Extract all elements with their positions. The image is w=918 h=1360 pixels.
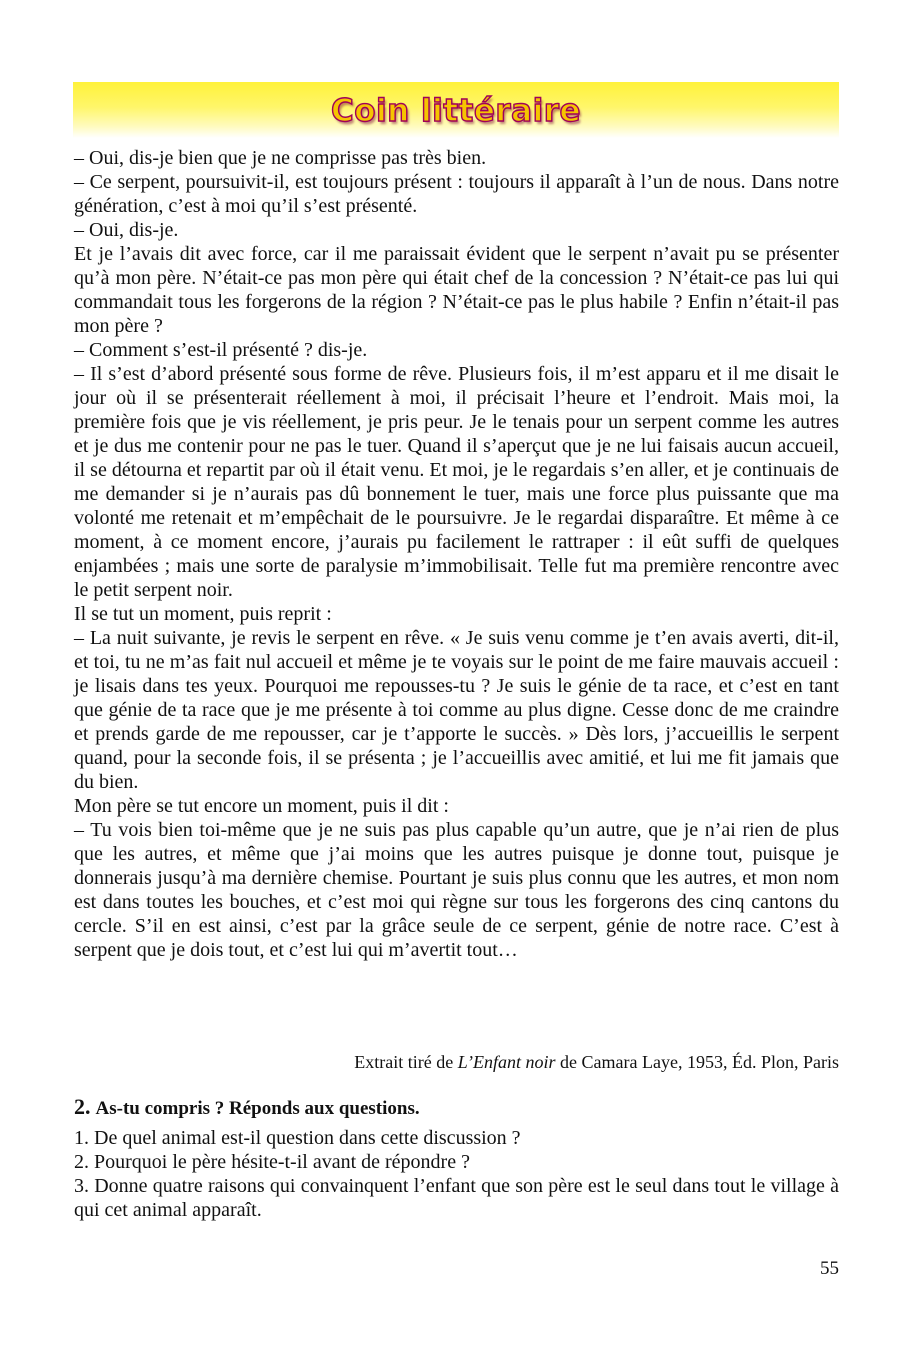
source-suffix: de Camara Laye, 1953, Éd. Plon, Paris — [555, 1052, 839, 1072]
source-work-title: L’Enfant noir — [457, 1052, 556, 1072]
questions-heading — [74, 1094, 839, 1122]
exercise-title: As-tu compris ? Réponds aux questions. — [95, 1098, 420, 1119]
excerpt-paragraph: – Il s’est d’abord présenté sous forme de rêve. Plusieurs fois, il m’est apparu et il me disait le jour où il se présenterait réellement à moi, il précisait l’heure et l’endroit. Mais moi, la première fois que je vis réellement, je pris peur. Je le tenais pour un serpent comme les autres et je dus me contenir pour ne pas le tuer. Quand il s’aperçut que je ne lui faisais aucun accueil, il se détourna et repartit par où il était venu. Et moi, je le regardais s’en aller, et je continuais de me demander si je n’aurais pas dû bonnement le tuer, mais une force plus puissante que ma volonté me retenait et m’empêchait de le poursuivre. Je le regardai disparaître. Et même à ce moment, à ce moment encore, j’aurais pu facilement le rattraper : il eût suffi de quelques enjambées ; mais une sorte de paralysie m’immobilisait. Telle fut ma première rencontre avec le petit serpent noir. — [74, 363, 839, 601]
excerpt-paragraph: – Oui, dis-je. — [74, 219, 179, 241]
page-number: 55 — [820, 1258, 839, 1279]
excerpt-paragraph: – La nuit suivante, je revis le serpent en rêve. « Je suis venu comme je t’en avais averti, dit-il, et toi, tu ne m’as fait nul accueil et même je te voyais sur le point de me faire mauvais accueil : je lisais dans tes yeux. Pourquoi me repousses-tu ? Je suis le génie de ta race, et c’est en tant que génie de ta race que je me présente à toi comme au plus digne. Cesse donc de me craindre et prends garde de me repousser, car je t’apporte le succès. » Dès lors, j’accueillis le serpent quand, pour la seconde fois, il se présenta ; je l’accueillis avec amitié, et lui me fit jamais que du bien. — [74, 627, 839, 793]
section-title: Coin littéraire — [330, 93, 582, 129]
excerpt-paragraph: Mon père se tut encore un moment, puis il dit : — [74, 795, 449, 817]
source-citation — [74, 1050, 839, 1074]
excerpt-paragraph: – Oui, dis-je bien que je ne comprisse pas très bien. — [74, 147, 487, 169]
excerpt-text — [74, 146, 839, 962]
excerpt-paragraph: Il se tut un moment, puis reprit : — [74, 603, 332, 625]
excerpt-paragraph: Et je l’avais dit avec force, car il me paraissait évident que le serpent n’avait pu se présenter qu’à mon père. N’était-ce pas mon père qui était chef de la concession ? N’était-ce pas lui qui commandait tous les forgerons de la région ? N’était-ce pas le plus habile ? Enfin n’était-il pas mon père ? — [74, 243, 839, 337]
excerpt-paragraph: – Ce serpent, poursuivit-il, est toujours présent : toujours il apparaît à l’un de nous. Dans notre génération, c’est à moi qu’il s’est présenté. — [74, 171, 839, 217]
question-item: 3. Donne quatre raisons qui convainquent l’enfant que son père est le seul dans tout le village à qui cet animal apparaît. — [74, 1175, 839, 1221]
exercise-number: 2. — [74, 1094, 91, 1119]
source-prefix: Extrait tiré de — [354, 1052, 458, 1072]
question-item: 1. De quel animal est-il question dans cette discussion ? — [74, 1127, 521, 1149]
question-item: 2. Pourquoi le père hésite-t-il avant de répondre ? — [74, 1151, 470, 1173]
questions-list — [74, 1126, 839, 1222]
section-banner — [73, 82, 839, 138]
excerpt-paragraph: – Tu vois bien toi-même que je ne suis pas plus capable qu’un autre, que je n’ai rien de plus que les autres, et même que j’ai moins que les autres puisque je donne tout, puisque je donnerais jusqu’à ma dernière chemise. Pourtant je suis plus connu que les autres, et mon nom est dans toutes les bouches, et c’est moi qui règne sur tous les forgerons des cinq cantons du cercle. S’il en est ainsi, c’est par la grâce seule de ce serpent, génie de notre race. C’est à serpent que je dois tout, et c’est lui qui m’avertit tout… — [74, 819, 839, 961]
excerpt-paragraph: – Comment s’est-il présenté ? dis-je. — [74, 339, 368, 361]
